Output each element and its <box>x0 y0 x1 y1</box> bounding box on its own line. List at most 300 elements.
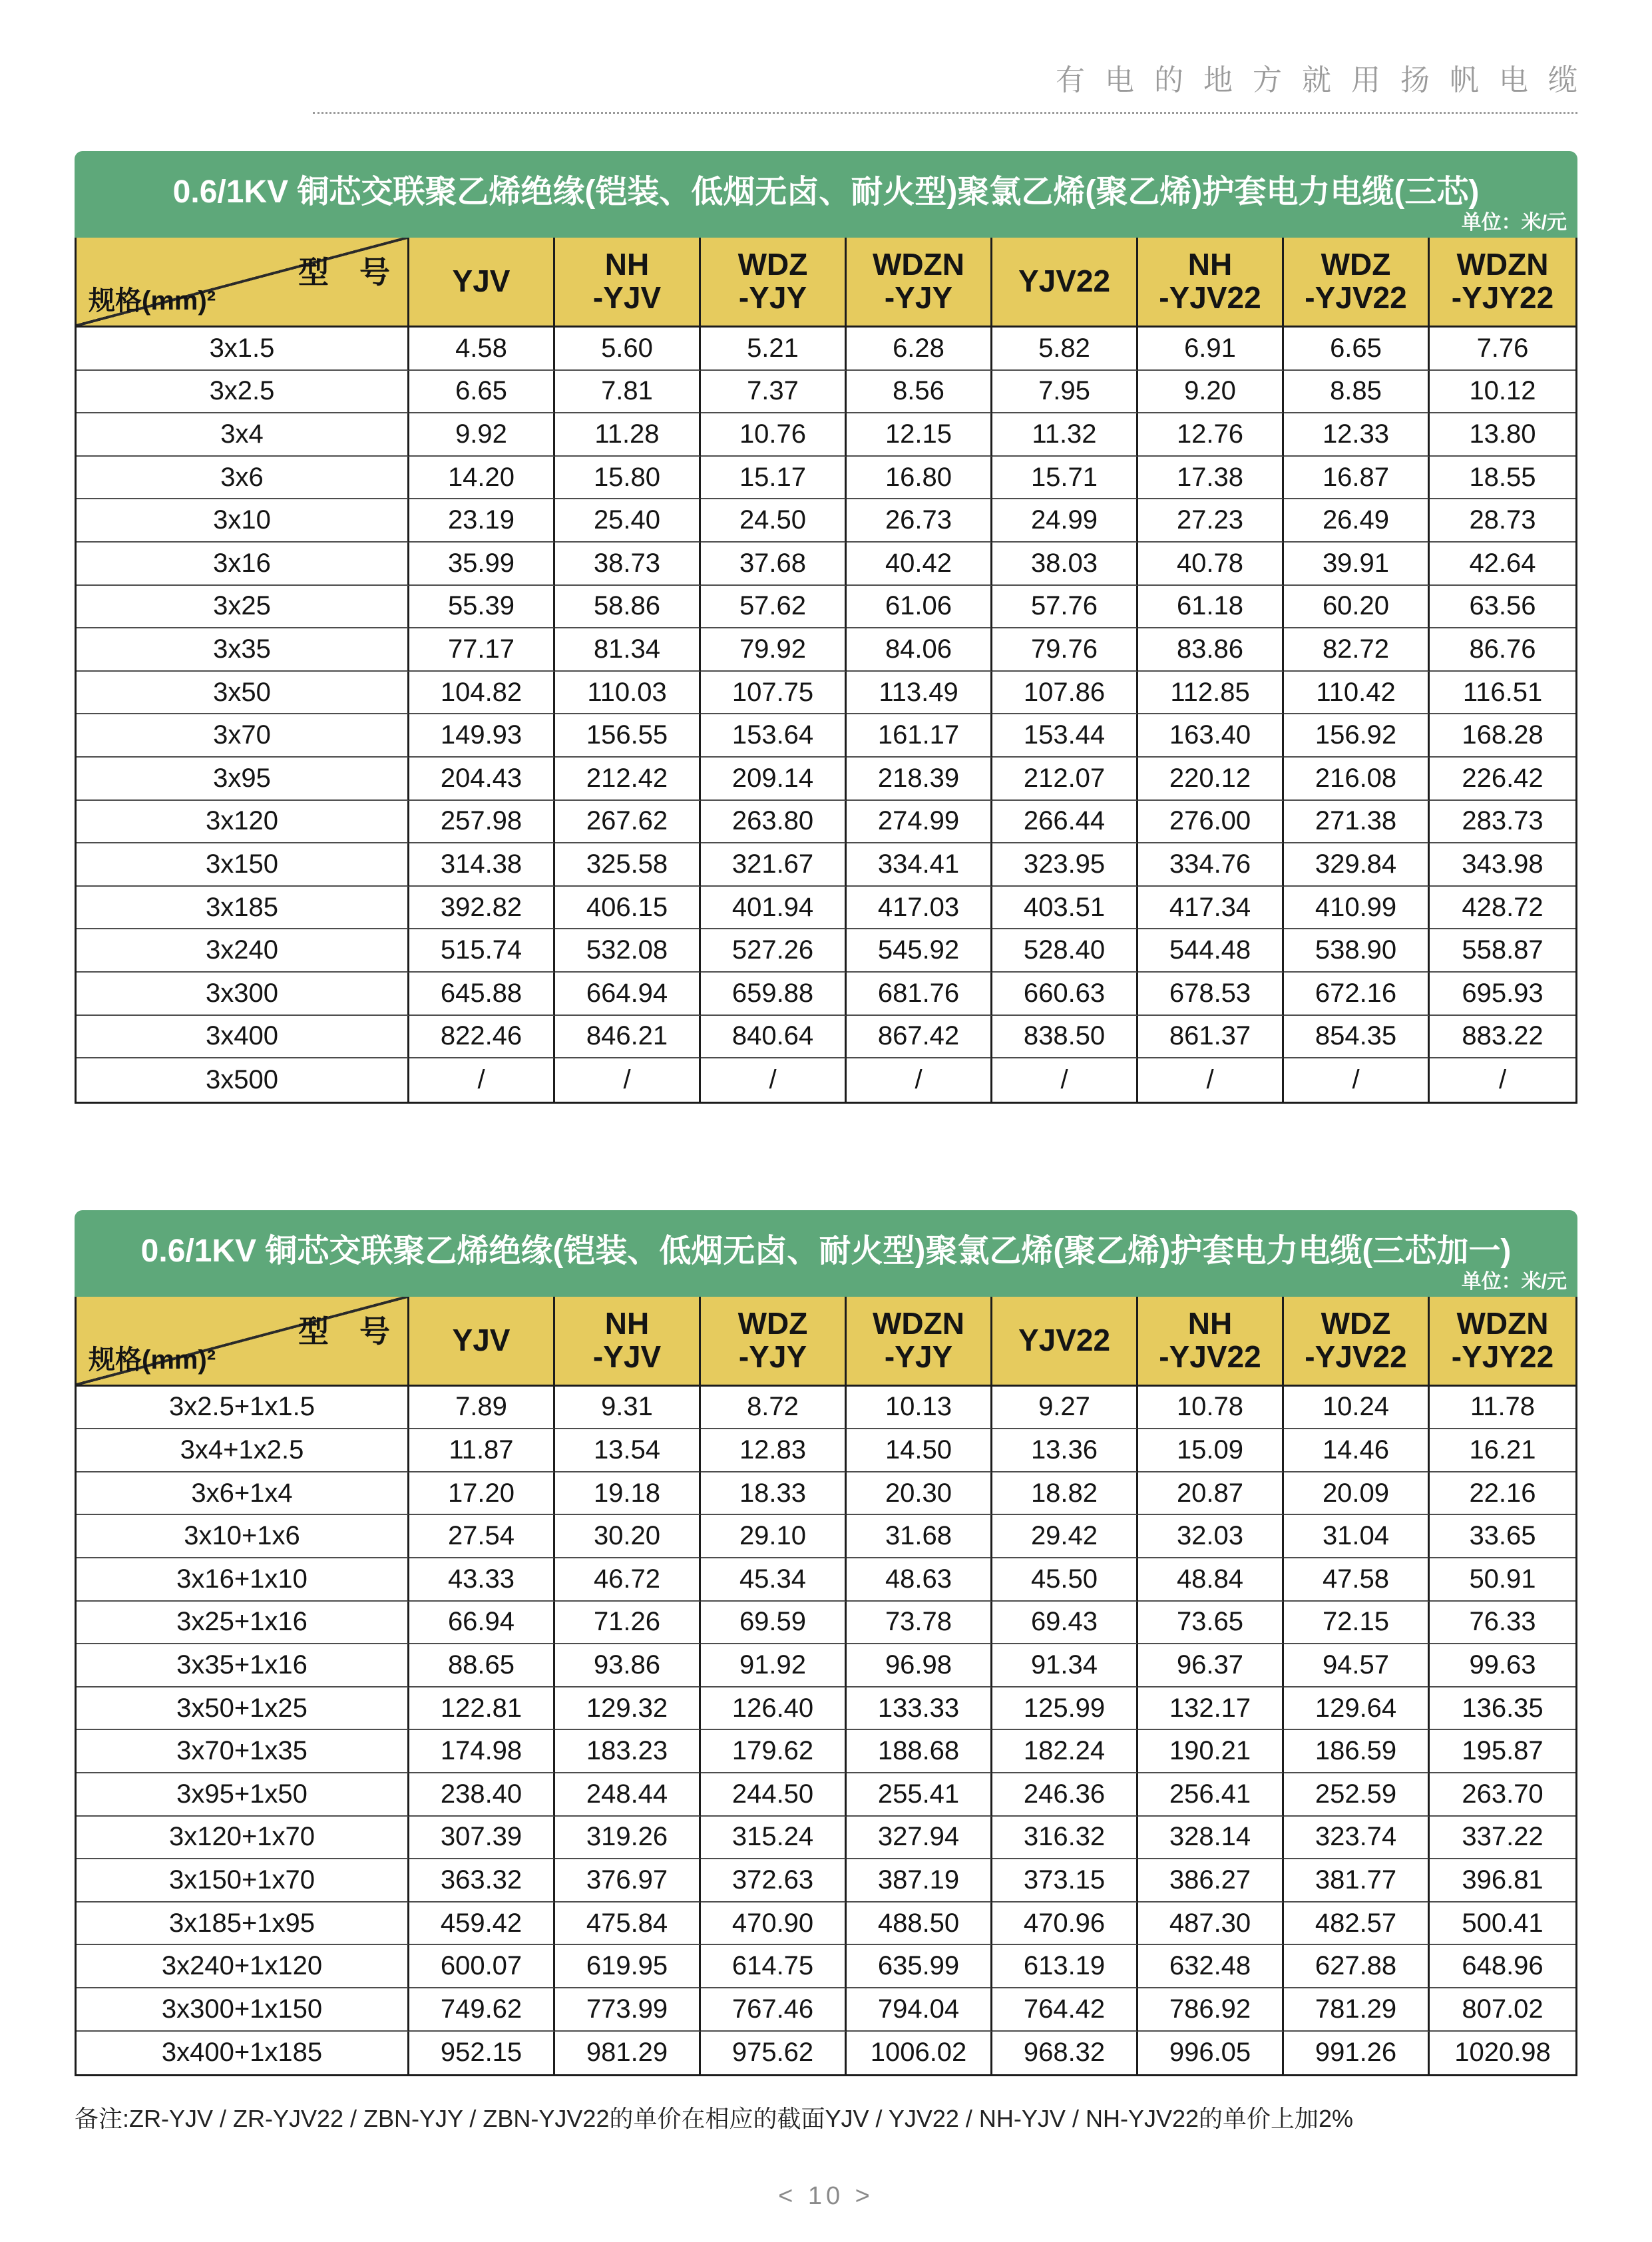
price-cell: 619.95 <box>555 1945 701 1988</box>
price-cell: 459.42 <box>409 1903 555 1946</box>
spec-cell: 3x50+1x25 <box>77 1687 409 1731</box>
spec-cell: 3x120 <box>77 801 409 844</box>
price-cell: 29.10 <box>701 1515 847 1558</box>
price-cell: / <box>1138 1058 1284 1102</box>
spec-cell: 3x1.5 <box>77 328 409 371</box>
price-cell: 648.96 <box>1430 1945 1575 1988</box>
price-cell: 470.90 <box>701 1903 847 1946</box>
price-cell: 29.42 <box>992 1515 1138 1558</box>
price-cell: 645.88 <box>409 973 555 1016</box>
price-cell: 91.34 <box>992 1644 1138 1687</box>
table-row <box>77 1687 1575 1731</box>
spec-cell: 3x240+1x120 <box>77 1945 409 1988</box>
table-row <box>77 586 1575 629</box>
price-cell: 93.86 <box>555 1644 701 1687</box>
price-cell: 18.33 <box>701 1472 847 1516</box>
price-cell: 38.73 <box>555 543 701 586</box>
price-cell: 417.03 <box>847 887 992 930</box>
price-cell: 86.76 <box>1430 628 1575 672</box>
price-cell: 212.42 <box>555 758 701 801</box>
price-cell: 9.20 <box>1138 371 1284 414</box>
price-cell: 57.76 <box>992 586 1138 629</box>
price-cell: 334.41 <box>847 843 992 887</box>
price-cell: 840.64 <box>701 1016 847 1059</box>
price-cell: 113.49 <box>847 672 992 715</box>
table-row <box>77 1472 1575 1516</box>
footer-note: 备注:ZR-YJV / ZR-YJV22 / ZBN-YJY / ZBN-YJV22的单价在相应的截面YJV / YJV22 / NH-YJV / NH-YJV22的单价上加2% <box>75 2105 1354 2133</box>
price-cell: 500.41 <box>1430 1903 1575 1946</box>
price-cell: 13.80 <box>1430 413 1575 457</box>
column-header: WDZN -YJY22 <box>1430 1297 1575 1387</box>
price-cell: 47.58 <box>1284 1558 1430 1602</box>
table-row <box>77 1903 1575 1946</box>
price-cell: 807.02 <box>1430 1988 1575 2032</box>
price-cell: 40.78 <box>1138 543 1284 586</box>
price-cell: 30.20 <box>555 1515 701 1558</box>
table-row <box>77 413 1575 457</box>
price-cell: 31.68 <box>847 1515 992 1558</box>
price-cell: 10.78 <box>1138 1387 1284 1430</box>
price-cell: 31.04 <box>1284 1515 1430 1558</box>
price-cell: 32.03 <box>1138 1515 1284 1558</box>
price-cell: / <box>847 1058 992 1102</box>
spec-cell: 3x2.5+1x1.5 <box>77 1387 409 1430</box>
price-cell: 83.86 <box>1138 628 1284 672</box>
price-cell: 527.26 <box>701 929 847 973</box>
corner-model-label: 型 号 <box>298 255 390 290</box>
table-section-three-core <box>75 151 1577 1104</box>
price-cell: 475.84 <box>555 1903 701 1946</box>
table-section-three-core-plus-one <box>75 1210 1577 2077</box>
price-cell: 18.82 <box>992 1472 1138 1516</box>
spec-cell: 3x35+1x16 <box>77 1644 409 1687</box>
table-row <box>77 1515 1575 1558</box>
table-header-row <box>77 238 1575 328</box>
price-cell: 126.40 <box>701 1687 847 1731</box>
price-cell: 107.86 <box>992 672 1138 715</box>
price-cell: 614.75 <box>701 1945 847 1988</box>
price-cell: 73.65 <box>1138 1602 1284 1645</box>
price-cell: 14.20 <box>409 457 555 500</box>
price-cell: 307.39 <box>409 1817 555 1860</box>
price-cell: / <box>555 1058 701 1102</box>
price-cell: 43.33 <box>409 1558 555 1602</box>
price-cell: 7.76 <box>1430 328 1575 371</box>
price-cell: 387.19 <box>847 1859 992 1903</box>
price-cell: / <box>1430 1058 1575 1102</box>
price-cell: 60.20 <box>1284 586 1430 629</box>
price-cell: 38.03 <box>992 543 1138 586</box>
price-cell: 37.68 <box>701 543 847 586</box>
page-header <box>313 56 1597 114</box>
price-cell: 69.43 <box>992 1602 1138 1645</box>
price-cell: 79.92 <box>701 628 847 672</box>
price-cell: 316.32 <box>992 1817 1138 1860</box>
table-header-row <box>77 1297 1575 1387</box>
price-cell: 16.87 <box>1284 457 1430 500</box>
corner-spec-label: 规格(mm)² <box>89 286 216 316</box>
price-cell: 48.84 <box>1138 1558 1284 1602</box>
price-cell: 153.44 <box>992 714 1138 758</box>
price-cell: 1006.02 <box>847 2032 992 2075</box>
price-cell: 4.58 <box>409 328 555 371</box>
price-cell: 23.19 <box>409 499 555 543</box>
price-cell: 14.50 <box>847 1429 992 1472</box>
price-cell: 40.42 <box>847 543 992 586</box>
price-cell: 664.94 <box>555 973 701 1016</box>
table-unit-label: 单位：米/元 <box>1461 1270 1567 1293</box>
price-cell: 267.62 <box>555 801 701 844</box>
price-cell: 15.09 <box>1138 1429 1284 1472</box>
price-cell: 257.98 <box>409 801 555 844</box>
price-cell: 660.63 <box>992 973 1138 1016</box>
spec-cell: 3x4 <box>77 413 409 457</box>
price-cell: 528.40 <box>992 929 1138 973</box>
price-cell: 996.05 <box>1138 2032 1284 2075</box>
price-cell: 544.48 <box>1138 929 1284 973</box>
price-cell: 77.17 <box>409 628 555 672</box>
price-cell: 26.73 <box>847 499 992 543</box>
table-title-bar <box>75 1210 1577 1297</box>
price-cell: 256.41 <box>1138 1773 1284 1817</box>
price-cell: 781.29 <box>1284 1988 1430 2032</box>
price-cell: 129.32 <box>555 1687 701 1731</box>
price-cell: 325.58 <box>555 843 701 887</box>
price-cell: 323.95 <box>992 843 1138 887</box>
price-cell: 110.03 <box>555 672 701 715</box>
price-cell: 8.72 <box>701 1387 847 1430</box>
table-row <box>77 1058 1575 1102</box>
price-cell: 10.24 <box>1284 1387 1430 1430</box>
price-cell: 263.80 <box>701 801 847 844</box>
price-cell: 255.41 <box>847 1773 992 1817</box>
price-cell: 125.99 <box>992 1687 1138 1731</box>
price-cell: 12.33 <box>1284 413 1430 457</box>
price-cell: 372.63 <box>701 1859 847 1903</box>
price-cell: 132.17 <box>1138 1687 1284 1731</box>
table-row <box>77 758 1575 801</box>
spec-cell: 3x70 <box>77 714 409 758</box>
price-cell: 55.39 <box>409 586 555 629</box>
price-cell: 17.38 <box>1138 457 1284 500</box>
price-cell: 363.32 <box>409 1859 555 1903</box>
table-row <box>77 543 1575 586</box>
spec-cell: 3x400 <box>77 1016 409 1059</box>
column-header: NH -YJV <box>555 238 701 328</box>
table-row <box>77 1016 1575 1059</box>
price-cell: 10.13 <box>847 1387 992 1430</box>
column-header: NH -YJV22 <box>1138 1297 1284 1387</box>
price-table <box>75 1297 1577 2077</box>
table-row <box>77 843 1575 887</box>
price-cell: 22.16 <box>1430 1472 1575 1516</box>
price-cell: 9.31 <box>555 1387 701 1430</box>
price-cell: 392.82 <box>409 887 555 930</box>
spec-cell: 3x6+1x4 <box>77 1472 409 1516</box>
column-header: WDZ -YJY <box>701 238 847 328</box>
price-cell: 17.20 <box>409 1472 555 1516</box>
spec-cell: 3x25+1x16 <box>77 1602 409 1645</box>
price-cell: 84.06 <box>847 628 992 672</box>
price-cell: 846.21 <box>555 1016 701 1059</box>
price-cell: 538.90 <box>1284 929 1430 973</box>
price-cell: 515.74 <box>409 929 555 973</box>
price-cell: 5.82 <box>992 328 1138 371</box>
table-body <box>77 1387 1575 2075</box>
price-cell: 104.82 <box>409 672 555 715</box>
price-cell: 24.50 <box>701 499 847 543</box>
column-header: YJV <box>409 238 555 328</box>
price-cell: 271.38 <box>1284 801 1430 844</box>
price-cell: 659.88 <box>701 973 847 1016</box>
price-cell: / <box>992 1058 1138 1102</box>
price-cell: 110.42 <box>1284 672 1430 715</box>
column-header: WDZN -YJY <box>847 238 992 328</box>
price-cell: 15.71 <box>992 457 1138 500</box>
price-cell: 532.08 <box>555 929 701 973</box>
price-cell: 24.99 <box>992 499 1138 543</box>
price-cell: 58.86 <box>555 586 701 629</box>
table-row <box>77 457 1575 500</box>
table-row <box>77 714 1575 758</box>
price-cell: 82.72 <box>1284 628 1430 672</box>
table-row <box>77 1644 1575 1687</box>
price-cell: 323.74 <box>1284 1817 1430 1860</box>
price-cell: 252.59 <box>1284 1773 1430 1817</box>
spec-cell: 3x240 <box>77 929 409 973</box>
price-cell: 315.24 <box>701 1817 847 1860</box>
price-cell: 107.75 <box>701 672 847 715</box>
table-row <box>77 973 1575 1016</box>
price-cell: 27.54 <box>409 1515 555 1558</box>
price-cell: 11.32 <box>992 413 1138 457</box>
price-cell: 786.92 <box>1138 1988 1284 2032</box>
table-body <box>77 328 1575 1102</box>
price-cell: 794.04 <box>847 1988 992 2032</box>
table-unit-label: 单位：米/元 <box>1461 212 1567 234</box>
price-cell: 386.27 <box>1138 1859 1284 1903</box>
price-cell: 14.46 <box>1284 1429 1430 1472</box>
table-row <box>77 1602 1575 1645</box>
price-cell: 204.43 <box>409 758 555 801</box>
price-cell: 274.99 <box>847 801 992 844</box>
price-cell: 883.22 <box>1430 1016 1575 1059</box>
price-cell: 91.92 <box>701 1644 847 1687</box>
price-cell: 61.06 <box>847 586 992 629</box>
spec-cell: 3x50 <box>77 672 409 715</box>
price-cell: 72.15 <box>1284 1602 1430 1645</box>
price-cell: 9.27 <box>992 1387 1138 1430</box>
price-cell: 854.35 <box>1284 1016 1430 1059</box>
price-cell: 15.80 <box>555 457 701 500</box>
price-cell: 343.98 <box>1430 843 1575 887</box>
spec-cell: 3x35 <box>77 628 409 672</box>
table-row <box>77 499 1575 543</box>
price-cell: 163.40 <box>1138 714 1284 758</box>
price-cell: 13.36 <box>992 1429 1138 1472</box>
price-cell: 153.64 <box>701 714 847 758</box>
price-cell: 7.89 <box>409 1387 555 1430</box>
price-cell: 968.32 <box>992 2032 1138 2075</box>
price-cell: 81.34 <box>555 628 701 672</box>
price-cell: 695.93 <box>1430 973 1575 1016</box>
table-row <box>77 1817 1575 1860</box>
price-cell: 71.26 <box>555 1602 701 1645</box>
spec-cell: 3x300 <box>77 973 409 1016</box>
price-cell: 487.30 <box>1138 1903 1284 1946</box>
price-cell: / <box>409 1058 555 1102</box>
price-cell: 20.09 <box>1284 1472 1430 1516</box>
price-cell: 183.23 <box>555 1730 701 1773</box>
spec-cell: 3x185 <box>77 887 409 930</box>
table-row <box>77 887 1575 930</box>
price-cell: 11.87 <box>409 1429 555 1472</box>
price-cell: 195.87 <box>1430 1730 1575 1773</box>
price-cell: 600.07 <box>409 1945 555 1988</box>
price-cell: 174.98 <box>409 1730 555 1773</box>
price-cell: 13.54 <box>555 1429 701 1472</box>
corner-cell <box>77 1297 409 1387</box>
price-cell: 212.07 <box>992 758 1138 801</box>
spec-cell: 3x6 <box>77 457 409 500</box>
price-cell: 73.78 <box>847 1602 992 1645</box>
price-cell: 396.81 <box>1430 1859 1575 1903</box>
price-cell: 861.37 <box>1138 1016 1284 1059</box>
price-cell: 8.56 <box>847 371 992 414</box>
price-cell: 48.63 <box>847 1558 992 1602</box>
price-cell: 220.12 <box>1138 758 1284 801</box>
price-cell: 161.17 <box>847 714 992 758</box>
price-cell: 216.08 <box>1284 758 1430 801</box>
table-row <box>77 801 1575 844</box>
price-cell: 156.92 <box>1284 714 1430 758</box>
table-row <box>77 2032 1575 2075</box>
price-cell: 952.15 <box>409 2032 555 2075</box>
price-cell: 991.26 <box>1284 2032 1430 2075</box>
price-cell: 681.76 <box>847 973 992 1016</box>
price-cell: 20.30 <box>847 1472 992 1516</box>
price-cell: 975.62 <box>701 2032 847 2075</box>
price-cell: 337.22 <box>1430 1817 1575 1860</box>
price-cell: 15.17 <box>701 457 847 500</box>
price-cell: 7.95 <box>992 371 1138 414</box>
price-cell: 33.65 <box>1430 1515 1575 1558</box>
price-cell: 35.99 <box>409 543 555 586</box>
price-cell: 248.44 <box>555 1773 701 1817</box>
price-cell: 545.92 <box>847 929 992 973</box>
price-cell: 417.34 <box>1138 887 1284 930</box>
price-cell: 321.67 <box>701 843 847 887</box>
price-cell: 9.92 <box>409 413 555 457</box>
spec-cell: 3x10+1x6 <box>77 1515 409 1558</box>
price-cell: 627.88 <box>1284 1945 1430 1988</box>
price-cell: 63.56 <box>1430 586 1575 629</box>
column-header: WDZ -YJV22 <box>1284 1297 1430 1387</box>
price-cell: 209.14 <box>701 758 847 801</box>
price-cell: 39.91 <box>1284 543 1430 586</box>
spec-cell: 3x500 <box>77 1058 409 1102</box>
price-cell: 329.84 <box>1284 843 1430 887</box>
price-cell: 133.33 <box>847 1687 992 1731</box>
price-cell: 50.91 <box>1430 1558 1575 1602</box>
spec-cell: 3x150+1x70 <box>77 1859 409 1903</box>
table-title-bar <box>75 151 1577 238</box>
corner-spec-label: 规格(mm)² <box>89 1345 216 1375</box>
price-cell: 129.64 <box>1284 1687 1430 1731</box>
page-number: < 10 > <box>778 2182 874 2211</box>
price-cell: 283.73 <box>1430 801 1575 844</box>
price-cell: 482.57 <box>1284 1903 1430 1946</box>
price-cell: 767.46 <box>701 1988 847 2032</box>
price-cell: 116.51 <box>1430 672 1575 715</box>
price-cell: 25.40 <box>555 499 701 543</box>
price-cell: 66.94 <box>409 1602 555 1645</box>
table-title: 0.6/1KV 铜芯交联聚乙烯绝缘(铠装、低烟无卤、耐火型)聚氯乙烯(聚乙烯)护套电力电缆(三芯加一) <box>140 1233 1512 1269</box>
spec-cell: 3x95 <box>77 758 409 801</box>
spec-cell: 3x16 <box>77 543 409 586</box>
price-cell: 428.72 <box>1430 887 1575 930</box>
price-cell: 88.65 <box>409 1644 555 1687</box>
price-cell: 18.55 <box>1430 457 1575 500</box>
price-cell: 16.21 <box>1430 1429 1575 1472</box>
price-cell: 401.94 <box>701 887 847 930</box>
price-cell: 376.97 <box>555 1859 701 1903</box>
price-cell: 76.33 <box>1430 1602 1575 1645</box>
price-cell: 838.50 <box>992 1016 1138 1059</box>
table-row <box>77 1988 1575 2032</box>
price-cell: 46.72 <box>555 1558 701 1602</box>
spec-cell: 3x2.5 <box>77 371 409 414</box>
price-cell: 12.15 <box>847 413 992 457</box>
price-cell: 12.83 <box>701 1429 847 1472</box>
price-cell: 42.64 <box>1430 543 1575 586</box>
table-row <box>77 672 1575 715</box>
spec-cell: 3x16+1x10 <box>77 1558 409 1602</box>
column-header: YJV22 <box>992 1297 1138 1387</box>
table-row <box>77 1773 1575 1817</box>
price-cell: 19.18 <box>555 1472 701 1516</box>
price-cell: 672.16 <box>1284 973 1430 1016</box>
price-cell: 7.81 <box>555 371 701 414</box>
table-title: 0.6/1KV 铜芯交联聚乙烯绝缘(铠装、低烟无卤、耐火型)聚氯乙烯(聚乙烯)护套电力电缆(三芯) <box>172 174 1480 210</box>
spec-cell: 3x300+1x150 <box>77 1988 409 2032</box>
spec-cell: 3x4+1x2.5 <box>77 1429 409 1472</box>
table-row <box>77 929 1575 973</box>
spec-cell: 3x10 <box>77 499 409 543</box>
price-cell: 5.21 <box>701 328 847 371</box>
price-cell: 266.44 <box>992 801 1138 844</box>
price-cell: 11.78 <box>1430 1387 1575 1430</box>
price-cell: 57.62 <box>701 586 847 629</box>
column-header: NH -YJV <box>555 1297 701 1387</box>
price-cell: 156.55 <box>555 714 701 758</box>
price-cell: 328.14 <box>1138 1817 1284 1860</box>
price-cell: 6.91 <box>1138 328 1284 371</box>
price-cell: 276.00 <box>1138 801 1284 844</box>
price-cell: 168.28 <box>1430 714 1575 758</box>
price-cell: 678.53 <box>1138 973 1284 1016</box>
price-cell: 12.76 <box>1138 413 1284 457</box>
table-row <box>77 1558 1575 1602</box>
corner-model-label: 型 号 <box>298 1313 390 1349</box>
price-cell: 334.76 <box>1138 843 1284 887</box>
price-cell: 613.19 <box>992 1945 1138 1988</box>
price-cell: 186.59 <box>1284 1730 1430 1773</box>
price-cell: 7.37 <box>701 371 847 414</box>
price-cell: 27.23 <box>1138 499 1284 543</box>
price-cell: 238.40 <box>409 1773 555 1817</box>
price-cell: 246.36 <box>992 1773 1138 1817</box>
